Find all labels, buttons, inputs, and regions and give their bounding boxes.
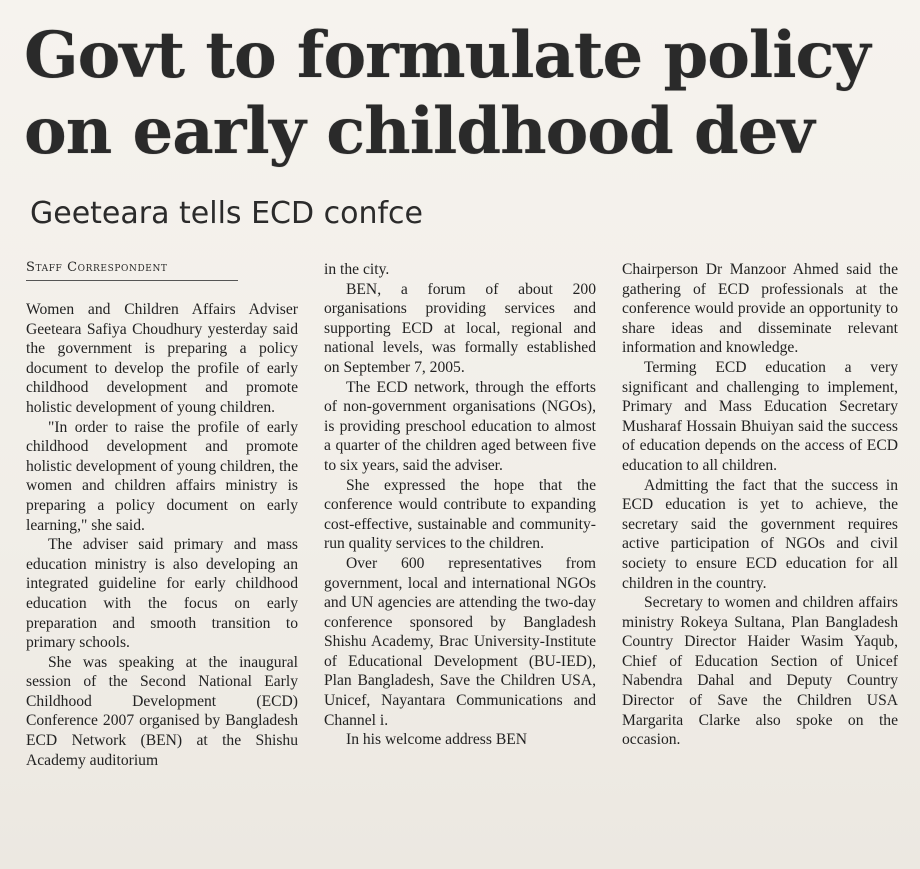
article-paragraph: Chairperson Dr Manzoor Ahmed said the gathering of ECD professionals at the conference would provide an opportunity to share ideas and disseminate relevant information and knowledge. [622, 261, 898, 357]
headline-line-1: Govt to formulate policy [24, 18, 870, 93]
article-paragraph: She was speaking at the inaugural session of the Second National Early Childhood Development (ECD) Conference 2007 organised by Bangladesh ECD Network (BEN) at the Shishu Academy auditorium [26, 653, 298, 769]
article-paragraph: She expressed the hope that the conference would contribute to expanding cost-effective, sustainable and community-run quality services to the children. [324, 476, 596, 553]
byline: Staff Correspondent [26, 260, 168, 275]
article-paragraph: "In order to raise the profile of early childhood development and promote holistic development of young children, the women and children affairs ministry is preparing a policy document on early learning," she said. [26, 418, 298, 534]
article-paragraph: In his welcome address BEN [346, 731, 528, 749]
article-paragraph: Admitting the fact that the success in ECD education is yet to achieve, the secretary said the government requires active participation of NGOs and civil society to ensure ECD education for all children in the country. [622, 476, 898, 592]
article-column-3 [622, 260, 898, 750]
article-paragraph: Over 600 representatives from government, local and international NGOs and UN agencies are attending the two-day conference sponsored by Bangladesh Shishu Academy, Brac University-Institute of Educational Development (BU-IED), Plan Bangladesh, Save the Children USA, Unicef, Nayantara Communications and Channel i. [324, 554, 596, 729]
article-paragraph: Secretary to women and children affairs ministry Rokeya Sultana, Plan Bangladesh Country Director Haider Wasim Yaqub, Chief of Education Section of Unicef Nabendra Dahal and Deputy Country Director of Save the Children USA Margarita Clarke also spoke on the occasion. [622, 594, 898, 749]
byline-block [26, 258, 296, 281]
article-paragraph: in the city. [324, 261, 390, 278]
headline-line-2: on early childhood dev [24, 94, 814, 169]
article-column-2 [324, 260, 596, 750]
article-paragraph: The ECD network, through the efforts of non-government organisations (NGOs), is providing preschool education to almost a quarter of the children aged between five to six years, said the adviser. [324, 378, 596, 474]
article-paragraph: Terming ECD education a very significant and challenging to implement, Primary and Mass Education Secretary Musharaf Hossain Bhuiyan said the success of education depends on the access of ECD education to all children. [622, 358, 898, 474]
subheadline: Geeteara tells ECD confce [30, 196, 423, 231]
byline-rule [26, 280, 238, 281]
article-column-1 [26, 300, 298, 770]
headline [24, 18, 904, 170]
article-paragraph: Women and Children Affairs Adviser Geeteara Safiya Choudhury yesterday said the government is preparing a policy document to develop the profile of early childhood development and promote holistic development of young children. [26, 301, 298, 416]
article-paragraph: The adviser said primary and mass education ministry is also developing an integrated guideline for early childhood education with the focus on early preparation and smooth transition to primary schools. [26, 536, 298, 652]
article-paragraph: BEN, a forum of about 200 organisations providing services and supporting ECD at local, regional and national levels, was formally established on September 7, 2005. [324, 280, 596, 376]
